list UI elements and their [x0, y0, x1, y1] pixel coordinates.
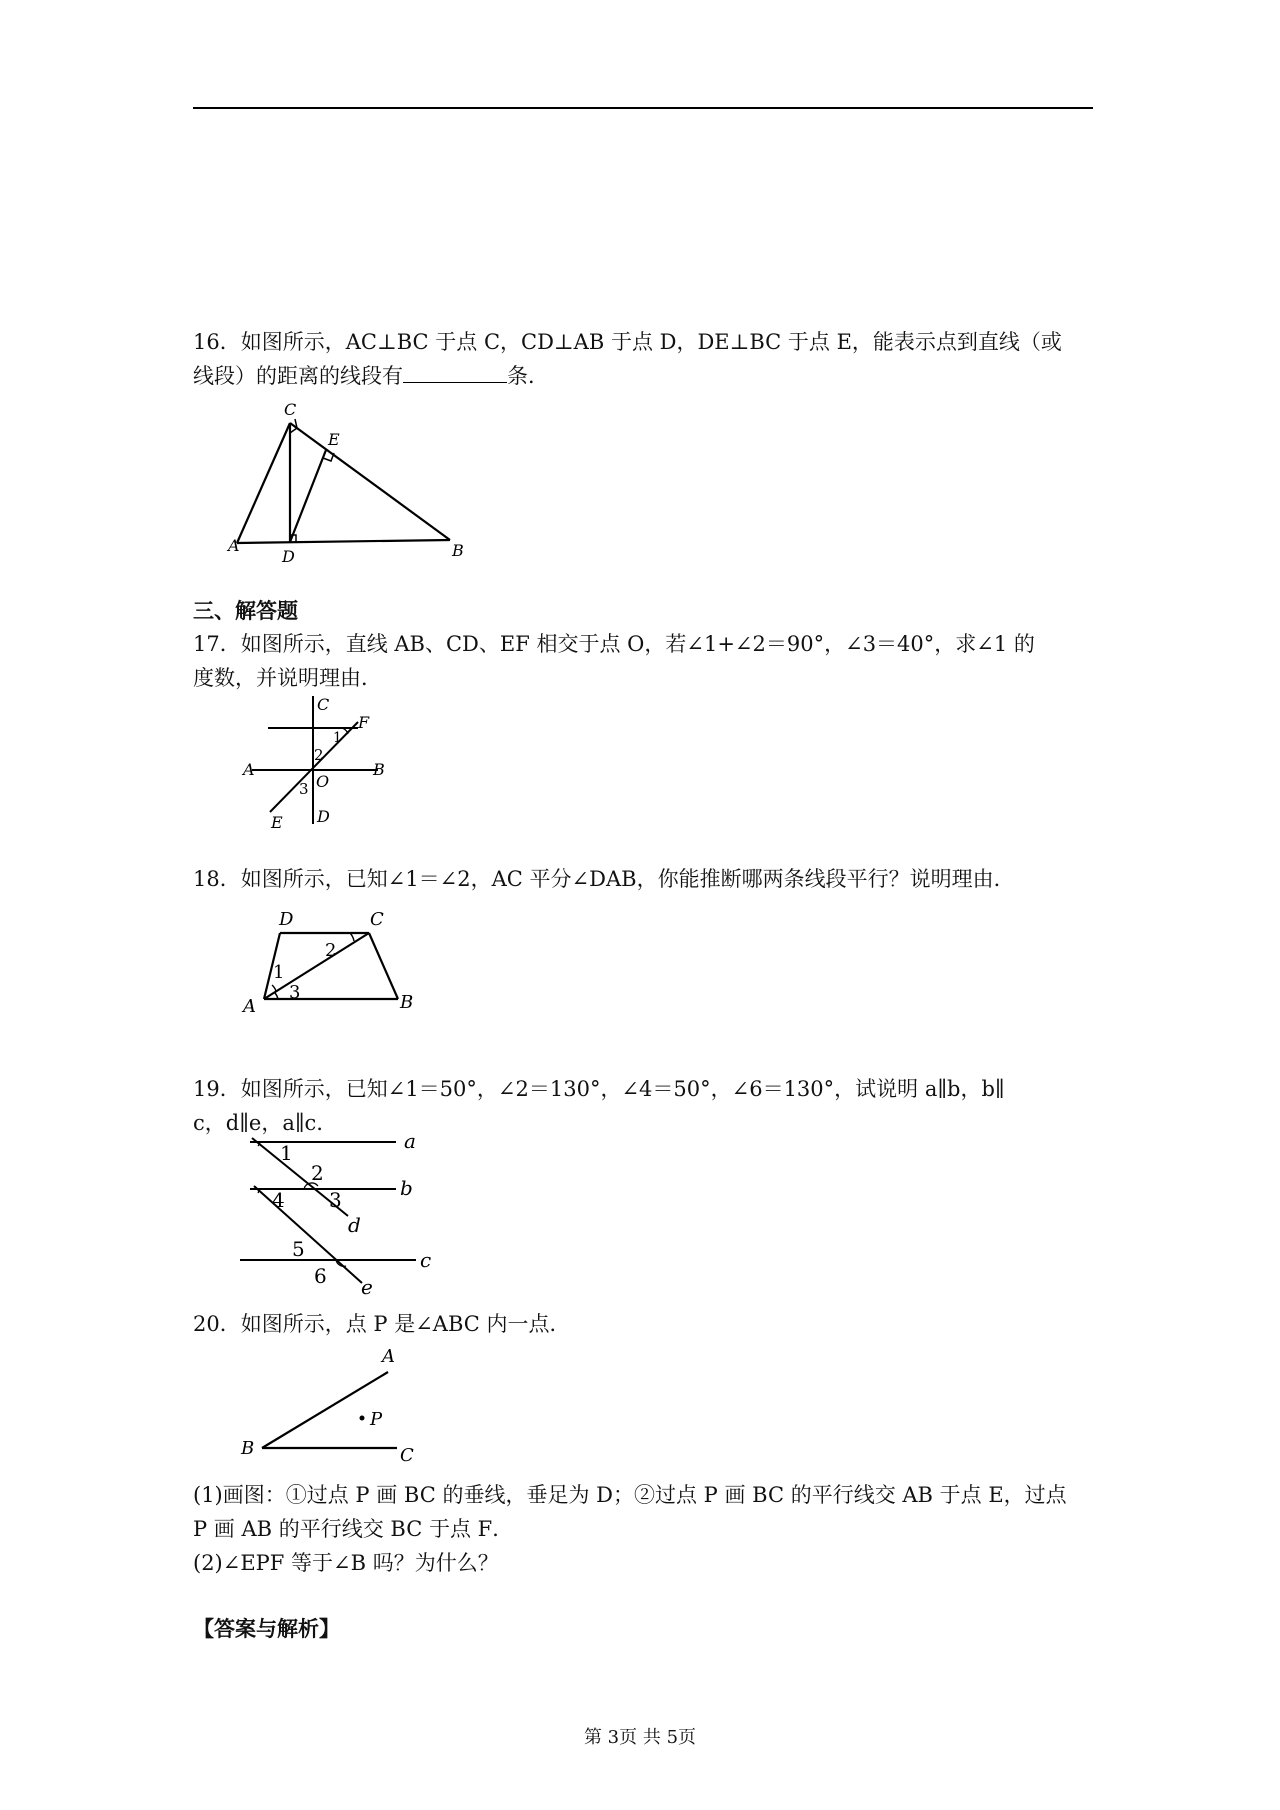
q19-label-5: 5: [292, 1237, 305, 1261]
q19-label-2: 2: [311, 1161, 324, 1185]
q18-label-c: C: [370, 909, 384, 930]
q18-label-1: 1: [273, 962, 285, 983]
q18-line1: 18．如图所示，已知∠1＝∠2，AC 平分∠DAB，你能推断哪两条线段平行？说明理由．: [193, 867, 1015, 891]
q17-label-1: 1: [333, 730, 342, 746]
q19-label-6: 6: [314, 1264, 327, 1288]
q16-line2-end: 条．: [507, 364, 549, 388]
q16-line1: 16．如图所示，AC⊥BC 于点 C，CD⊥AB 于点 D，DE⊥BC 于点 E，能表示点到直线（或: [193, 330, 1062, 354]
q18-label-a: A: [243, 996, 256, 1015]
q19-label-d: d: [348, 1213, 361, 1237]
header-rule: [193, 107, 1093, 109]
q19-line-e: [254, 1186, 362, 1283]
q20-line1: 20．如图所示，点 P 是∠ABC 内一点．: [193, 1312, 571, 1336]
q17-line1: 17．如图所示，直线 AB、CD、EF 相交于点 O，若∠1+∠2＝90°，∠3＝40°，求∠1 的: [193, 632, 1035, 656]
q20-label-a: A: [382, 1346, 395, 1367]
q18-label-3: 3: [289, 982, 301, 1003]
q18-label-b: B: [400, 992, 414, 1013]
q17-figure: [238, 692, 398, 832]
q18-label-d: D: [279, 909, 294, 930]
q16-line-ac: [237, 423, 290, 543]
q19-label-1: 1: [280, 1141, 293, 1165]
q19-label-e: e: [361, 1275, 373, 1299]
q20-label-c: C: [400, 1445, 414, 1466]
q17-label-f: F: [358, 713, 370, 732]
q16-line-de: [290, 450, 326, 542]
q16-line-ab: [237, 540, 450, 543]
q19-label-3: 3: [329, 1188, 342, 1212]
q19-label-c: c: [420, 1248, 432, 1272]
q16-line2-text: 线段）的距离的线段有: [193, 364, 403, 388]
q16-label-d: D: [282, 547, 295, 566]
q18-figure: [238, 905, 428, 1015]
q16-answer-blank: [403, 360, 507, 383]
q18-arc-1: [272, 985, 276, 991]
q17-label-b: B: [373, 760, 385, 779]
q20-part1-line2: P 画 AB 的平行线交 BC 于点 F．: [193, 1517, 514, 1541]
q20-part2: (2)∠EPF 等于∠B 吗？为什么？: [193, 1551, 499, 1575]
q19-line1: 19．如图所示，已知∠1＝50°，∠2＝130°，∠4＝50°，∠6＝130°，试说明 a∥b，b∥: [193, 1077, 1005, 1101]
q16-figure: [225, 395, 485, 570]
q17-line2: 度数，并说明理由．: [193, 666, 382, 690]
q18-line-cb: [369, 933, 398, 999]
q17-label-c: C: [317, 695, 330, 714]
q16-line2: [193, 359, 549, 393]
q19-label-4: 4: [272, 1188, 285, 1212]
q19-line2: c，d∥e，a∥c．: [193, 1111, 338, 1135]
q16-label-c: C: [284, 400, 297, 419]
answers-title: 【答案与解析】: [193, 1616, 340, 1641]
q16-label-b: B: [452, 541, 464, 560]
q18-arc-2: [350, 933, 354, 941]
q20-label-p: P: [370, 1409, 383, 1430]
q17-label-o: O: [316, 772, 330, 791]
q16-label-e: E: [328, 430, 340, 449]
q17-label-d: D: [317, 807, 330, 826]
q19-label-b: b: [400, 1176, 413, 1200]
q20-point-p: [360, 1416, 365, 1421]
q20-label-b: B: [241, 1438, 255, 1459]
q17-label-3: 3: [299, 780, 309, 798]
q20-figure: [238, 1342, 428, 1470]
q17-label-a: A: [243, 760, 255, 779]
page-footer: 第 3页 共 5页: [583, 1727, 697, 1748]
q16-label-a: A: [228, 536, 240, 555]
q17-label-2: 2: [314, 746, 324, 764]
q18-label-2: 2: [325, 940, 337, 961]
q17-label-e: E: [271, 813, 283, 832]
q19-figure: [238, 1130, 453, 1300]
q19-label-a: a: [404, 1130, 416, 1153]
section3-title: 三、解答题: [193, 598, 298, 623]
q20-part1-line1: (1)画图：①过点 P 画 BC 的垂线，垂足为 D；②过点 P 画 BC 的平行线交 AB 于点 E，过点: [193, 1483, 1067, 1507]
